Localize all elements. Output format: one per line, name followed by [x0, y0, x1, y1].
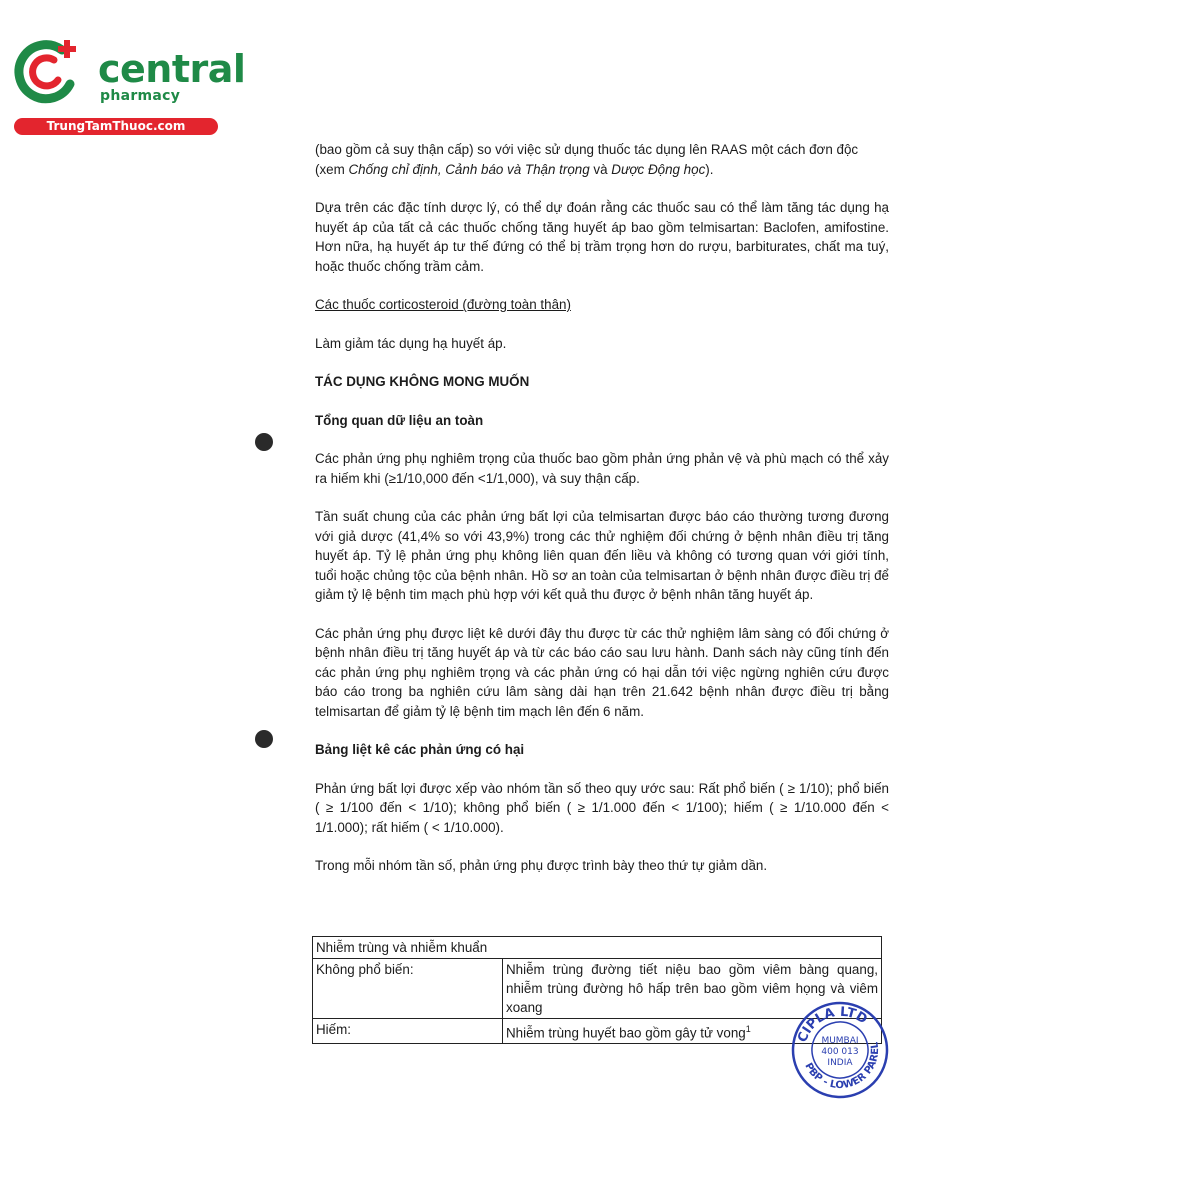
- paragraph-5: Tần suất chung của các phản ứng bất lợi của telmisartan được báo cáo thường tương đương với giả dược (41,4% so với 43,9%) trong các thử nghiệm đối chứng ở bệnh nhân điều trị tăng huyết áp. Tỷ lệ phản ứng phụ không liên quan đến liều và không có tương quan với giới tính, tuổi hoặc chủng tộc của bệnh nhân. Hồ sơ an toàn của telmisartan ở bệnh nhân được điều trị để giảm tỷ lệ bệnh tim mạch phù hợp với kết quả thu được ở bệnh nhân tăng huyết áp.: [315, 509, 889, 602]
- document-body: [315, 140, 889, 876]
- paragraph-7: Phản ứng bất lợi được xếp vào nhóm tần số theo quy ước sau: Rất phổ biến ( ≥ 1/10); phổ biến ( ≥ 1/100 đến < 1/10); không phổ biến ( ≥ 1/1.000 đến < 1/100); hiếm ( ≥ 1/10.000 đến < 1/1.000); rất hiếm ( < 1/10.000).: [315, 780, 889, 835]
- paragraph-8: Trong mỗi nhóm tần số, phản ứng phụ được trình bày theo thứ tự giảm dần.: [315, 858, 768, 873]
- logo-sub-text: pharmacy: [100, 88, 181, 104]
- paragraph-1-text: (xem: [315, 161, 349, 177]
- section-heading: TÁC DỤNG KHÔNG MONG MUỐN: [315, 374, 530, 389]
- paragraph-1-text: ).: [705, 161, 714, 177]
- footnote-marker: 1: [745, 1024, 751, 1034]
- stamp-bottom-text: PBP - LOWER PAREL: [802, 1041, 882, 1092]
- stamp-line-2: 400 013: [821, 1047, 859, 1057]
- logo-website-badge: TrungTamThuoc.com: [14, 118, 218, 135]
- central-pharmacy-logo: [10, 36, 246, 136]
- description-cell: Nhiễm trùng đường tiết niệu bao gồm viêm bàng quang, nhiễm trùng đường hô hấp trên bao gồm viêm họng và viêm xoang: [503, 959, 882, 1019]
- underlined-subheading: Các thuốc corticosteroid (đường toàn thân): [315, 297, 571, 312]
- subheading-safety-overview: Tổng quan dữ liệu an toàn: [315, 412, 484, 428]
- cross-reference: Dược Động học: [611, 161, 706, 177]
- paragraph-1: [315, 140, 889, 179]
- punch-hole-mark: [255, 730, 273, 748]
- subheading-adverse-reactions-table: Bảng liệt kê các phản ứng có hại: [315, 742, 525, 757]
- stamp-line-1: MUMBAI: [821, 1036, 859, 1046]
- table-header-cell: Nhiễm trùng và nhiễm khuẩn: [313, 937, 882, 959]
- description-text: Nhiễm trùng huyết bao gồm gây tử vong: [506, 1025, 746, 1041]
- paragraph-2: Dựa trên các đặc tính dược lý, có thể dự đoán rằng các thuốc sau có thể làm tăng tác dụng hạ huyết áp của tất cả các thuốc chống tăng huyết áp bao gồm telmisartan: Baclofen, amifostine. Hơn nữa, hạ huyết áp tư thế đứng có thể bị trầm trọng hơn do rượu, barbiturates, chất ma tuý, hoặc thuốc chống trầm cảm.: [315, 200, 889, 274]
- stamp-top-text: CIPLA LTD: [795, 1004, 870, 1045]
- paragraph-3: Làm giảm tác dụng hạ huyết áp.: [315, 335, 507, 351]
- paragraph-4: Các phản ứng phụ nghiêm trọng của thuốc bao gồm phản ứng phản vệ và phù mạch có thể xảy ra hiếm khi (≥1/10,000 đến <1/1,000), và suy thận cấp.: [315, 451, 889, 486]
- table-header-row: [313, 937, 882, 959]
- logo-mark-icon: [10, 36, 84, 110]
- cross-reference: Chống chỉ định, Cảnh báo và Thận trọng: [348, 161, 590, 177]
- stamp-line-3: INDIA: [827, 1058, 853, 1068]
- punch-hole-mark: [255, 433, 273, 451]
- paragraph-1-text: và: [589, 161, 612, 177]
- company-stamp: [790, 1000, 890, 1100]
- frequency-cell: Hiếm:: [313, 1019, 503, 1044]
- paragraph-6: Các phản ứng phụ được liệt kê dưới đây thu được từ các thử nghiệm lâm sàng có đối chứng ở bệnh nhân điều trị tăng huyết áp và từ các báo cáo sau lưu hành. Danh sách này cũng tính đến các phản ứng phụ nghiêm trọng và các phản ứng có hại dẫn tới việc ngừng nghiên cứu được báo cáo trong ba nghiên cứu lâm sàng dài hạn trên 21.642 bệnh nhân được điều trị bằng telmisartan để giảm tỷ lệ bệnh tim mạch lên đến 6 năm.: [315, 625, 889, 719]
- frequency-cell: Không phổ biến:: [313, 959, 503, 1019]
- logo-brand-text: central: [98, 47, 246, 91]
- paragraph-1-line-1: (bao gồm cả suy thận cấp) so với việc sử dụng thuốc tác dụng lên RAAS một cách đơn độc: [315, 142, 859, 157]
